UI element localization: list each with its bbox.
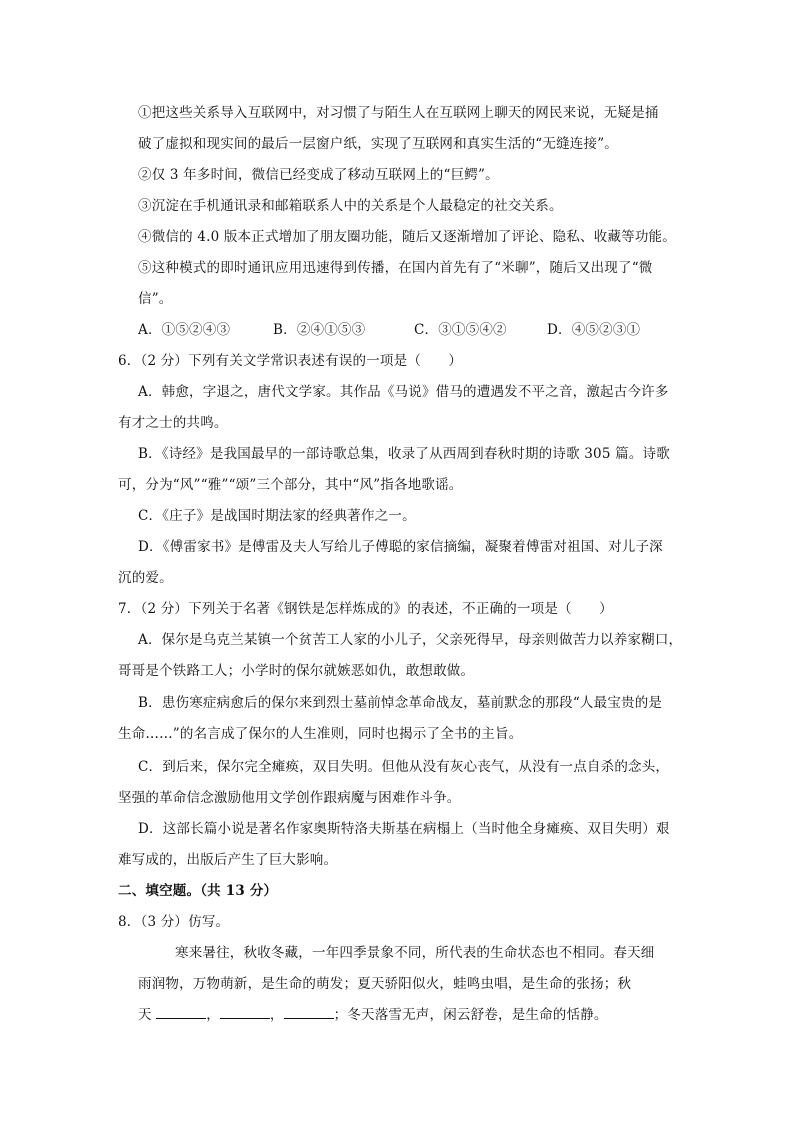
q6-option-a-line-2: 有才之士的共鸣。 bbox=[118, 415, 228, 431]
sentence-2: ②仅 3 年多时间，微信已经变成了移动互联网上的“巨鳄”。 bbox=[138, 167, 499, 183]
q6-option-b-line-2: 可，分为“风”“雅”“颂”三个部分，其中“风”指各地歌谣。 bbox=[118, 477, 463, 493]
q8-passage-line-2: 雨润物，万物萌新，是生命的萌发；夏天骄阳似火，蛙鸣虫唱，是生命的张扬；秋 bbox=[138, 976, 632, 992]
q8-passage-line-3 bbox=[138, 1005, 608, 1025]
q8-passage-line-1: 寒来暑往，秋收冬藏，一年四季景象不同，所代表的生命状态也不相同。春天细 bbox=[175, 945, 655, 961]
q7-stem: 7．（2 分）下列关于名著《钢铁是怎样炼成的》的表述，不正确的一项是（ ） bbox=[118, 601, 613, 617]
q6-option-d-line-2: 沉的爱。 bbox=[118, 570, 173, 586]
q7-option-d-line-1[interactable]: D．这部长篇小说是著名作家奥斯特洛夫斯基在病榻上（当时他全身瘫痪、双目失明）艰 bbox=[138, 821, 670, 837]
answer-blank-1[interactable] bbox=[156, 1006, 206, 1019]
q8-sep-2: ， bbox=[269, 1007, 284, 1023]
q7-option-a-line-1[interactable]: A．保尔是乌克兰某镇一个贫苦工人家的小儿子，父亲死得早，母亲则做苦力以养家糊口， bbox=[138, 632, 683, 648]
q7-option-a-line-2: 哥哥是个铁路工人；小学时的保尔就嫉恶如仇，敢想敢做。 bbox=[118, 663, 475, 679]
answer-blank-2[interactable] bbox=[220, 1006, 270, 1019]
answer-blank-3[interactable] bbox=[284, 1006, 334, 1019]
q8-sep-1: ， bbox=[206, 1007, 220, 1023]
sentence-5-line-2: 信”。 bbox=[138, 291, 173, 307]
section-heading: 二、填空题。（共 13 分） bbox=[118, 883, 278, 899]
sentence-4: ④微信的 4.0 版本正式增加了朋友圈功能，随后又逐渐增加了评论、隐私、收藏等功能。 bbox=[138, 229, 676, 245]
q5-option-c[interactable]: C．③①⑤④② bbox=[414, 322, 507, 338]
q7-option-b-line-2: 生命……”的名言成了保尔的人生准则，同时也揭示了全书的主旨。 bbox=[118, 726, 523, 742]
q8-suffix: ；冬天落雪无声，闲云舒卷，是生命的恬静。 bbox=[333, 1007, 608, 1023]
q6-option-d-line-1[interactable]: D．《傅雷家书》是傅雷及夫人写给儿子傅聪的家信摘编，凝聚着傅雷对祖国、对儿子深 bbox=[138, 539, 663, 555]
q5-option-a[interactable]: A．①⑤②④③ bbox=[138, 322, 231, 338]
q6-option-a-line-1[interactable]: A．韩愈，字退之，唐代文学家。其作品《马说》借马的遭遇发不平之音，激起古今许多 bbox=[138, 384, 669, 400]
q6-option-c[interactable]: C．《庄子》是战国时期法家的经典著作之一。 bbox=[138, 508, 416, 524]
q8-stem: 8．（3 分）仿写。 bbox=[118, 914, 230, 930]
q6-option-b-line-1[interactable]: B．《诗经》是我国最早的一部诗歌总集，收录了从西周到春秋时期的诗歌 305 篇。诗歌 bbox=[138, 446, 670, 462]
q8-prefix: 天 bbox=[138, 1007, 152, 1023]
sentence-5-line-1: ⑤这种模式的即时通讯应用迅速得到传播，在国内首先有了“米聊”，随后又出现了“微 bbox=[138, 260, 653, 276]
q5-option-b[interactable]: B．②④①⑤③ bbox=[273, 322, 366, 338]
sentence-1-line-2: 破了虚拟和现实间的最后一层窗户纸，实现了互联网和真实生活的“无缝连接”。 bbox=[138, 136, 619, 152]
q6-stem: 6．（2 分）下列有关文学常识表述有误的一项是（ ） bbox=[118, 353, 463, 369]
q5-option-d[interactable]: D．④⑤②③① bbox=[547, 322, 641, 338]
q7-option-c-line-1[interactable]: C．到后来，保尔完全瘫痪，双目失明。但他从没有灰心丧气，从没有一点自杀的念头， bbox=[138, 759, 670, 775]
sentence-1-line-1: ①把这些关系导入互联网中，对习惯了与陌生人在互联网上聊天的网民来说，无疑是捅 bbox=[138, 105, 659, 121]
q7-option-b-line-1[interactable]: B．患伤寒症病愈后的保尔来到烈士墓前悼念革命战友，墓前默念的那段“人最宝贵的是 bbox=[138, 695, 663, 711]
sentence-3: ③沉淀在手机通讯录和邮箱联系人中的关系是个人最稳定的社交关系。 bbox=[138, 198, 563, 214]
q7-option-d-line-2: 难写成的，出版后产生了巨大影响。 bbox=[118, 852, 338, 868]
q7-option-c-line-2: 坚强的革命信念激励他用文学创作跟病魔与困难作斗争。 bbox=[118, 790, 461, 806]
